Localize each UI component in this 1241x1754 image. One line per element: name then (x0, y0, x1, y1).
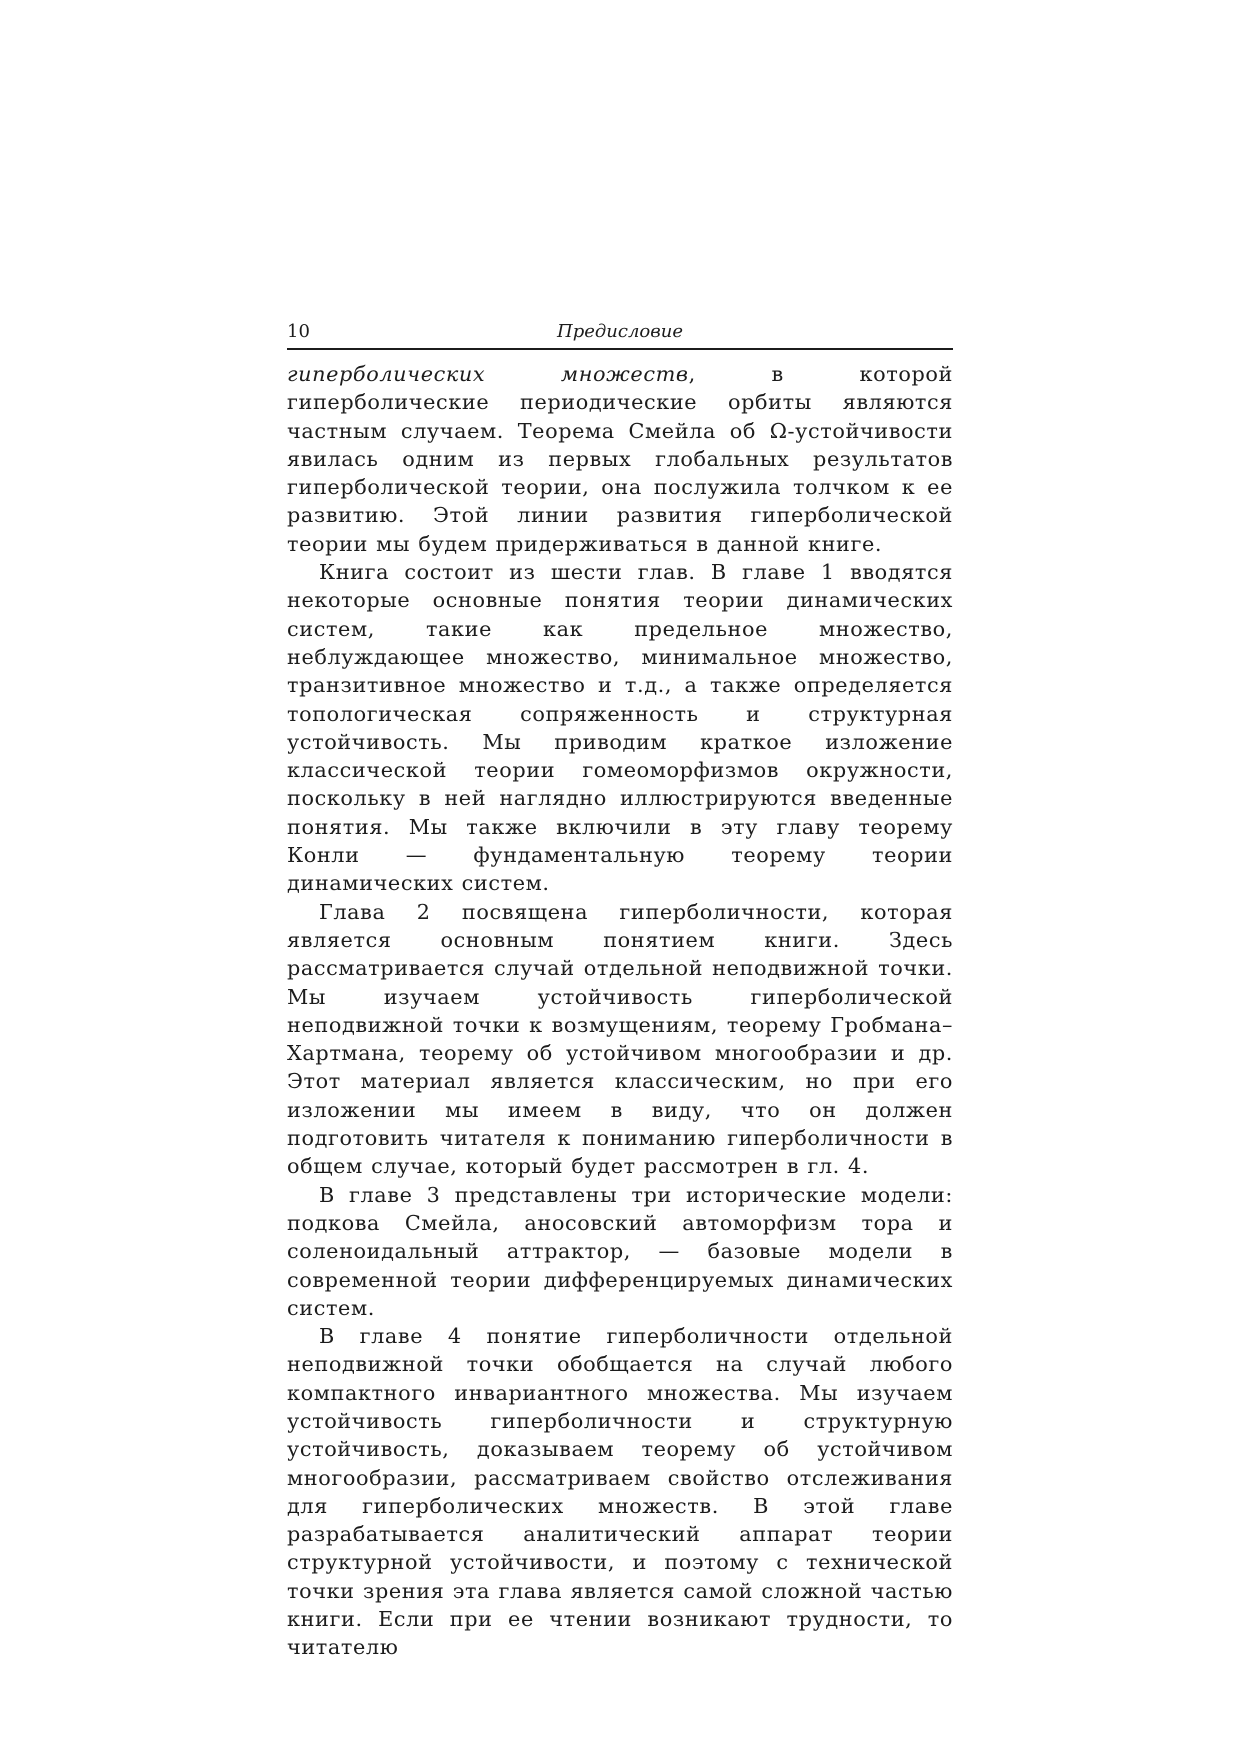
running-head (287, 318, 953, 350)
book-page (287, 318, 953, 1662)
paragraph-1-text: , в которой гиперболические периодические орбиты являются частным случаем. Теорема Смейла об Ω-устойчивости явилась одним из первых глобальных результатов гиперболической теории, она послужила толчком к ее развитию. Этой линии развития гиперболической теории мы будем придерживаться в данной книге. (287, 362, 953, 556)
italic-term: гиперболических множеств (287, 362, 689, 386)
paragraph-5: В главе 4 понятие гиперболичности отдельной неподвижной точки обобщается на случай любого компактного инвариантного множества. Мы изучаем устойчивость гиперболичности и структурную устойчивость, доказываем теорему об устойчивом многообразии, рассматриваем свойство отслеживания для гиперболических множеств. В этой главе разрабатывается аналитический аппарат теории структурной устойчивости, и поэтому с технической точки зрения эта глава является самой сложной частью книги. Если при ее чтении возникают трудности, то читателю (287, 1324, 953, 1660)
paragraph-4: В главе 3 представлены три исторические модели: подкова Смейла, аносовский автоморфизм тора и соленоидальный аттрактор, — базовые модели в современной теории дифференцируемых динамических систем. (287, 1182, 953, 1320)
body-text (287, 360, 953, 1662)
paragraph-1 (287, 360, 953, 558)
paragraph-2: Книга состоит из шести глав. В главе 1 вводятся некоторые основные понятия теории динамических систем, такие как предельное множество, неблуждающее множество, минимальное множество, транзитивное множество и т.д., а также определяется топологическая сопряженность и структурная устойчивость. Мы приводим краткое изложение классической теории гомеоморфизмов окружности, поскольку в ней наглядно иллюстрируются введенные понятия. Мы также включили в эту главу теорему Конли — фундаментальную теорему теории динамических систем. (287, 560, 953, 896)
paragraph-3: Глава 2 посвящена гиперболичности, которая является основным понятием книги. Здесь рассматривается случай отдельной неподвижной точки. Мы изучаем устойчивость гиперболической неподвижной точки к возмущениям, теорему Гробмана–Хартмана, теорему об устойчивом многообразии и др. Этот материал является классическим, но при его изложении мы имеем в виду, что он должен подготовить читателя к пониманию гиперболичности в общем случае, который будет рассмотрен в гл. 4. (287, 899, 953, 1179)
running-title: Предисловие (557, 321, 683, 342)
page-number: 10 (287, 321, 310, 342)
